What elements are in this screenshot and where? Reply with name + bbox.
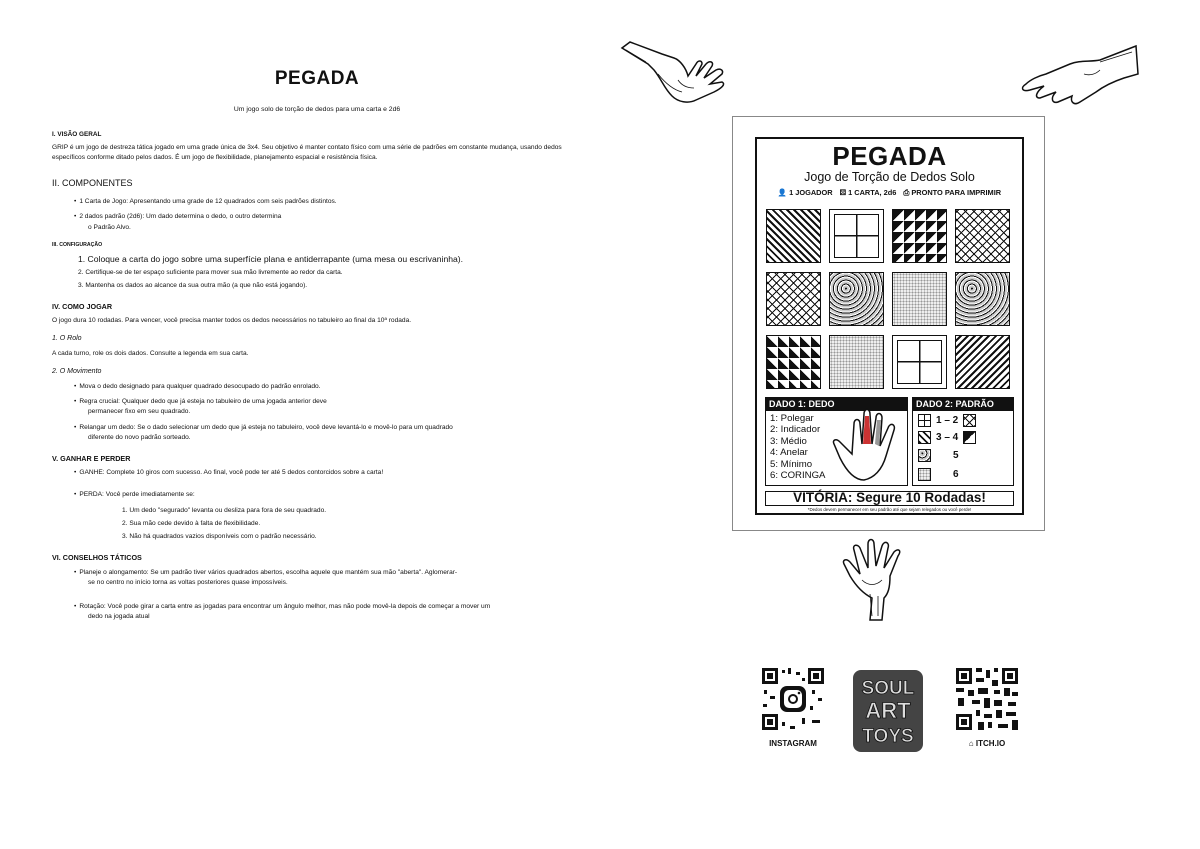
grid-cell-crosses xyxy=(955,209,1010,263)
card-title: PEGADA xyxy=(832,141,947,171)
dots-swatch xyxy=(918,468,931,481)
grid-cell-triangles xyxy=(892,209,947,263)
components-list xyxy=(52,197,582,233)
list-item: 2. Sua mão cede devido à falta de flexibilidade. xyxy=(122,519,261,527)
grid-cell-crosses xyxy=(766,272,821,326)
list-item: • GANHE: Complete 10 giros com sucesso. Ao final, você pode ter até 5 dedos contorcidos sobre a carta! xyxy=(74,469,384,477)
list-item: • 2 dados padrão (2d6): Um dado determina o dedo, o outro determina o Padrão Alvo. xyxy=(74,213,282,231)
triangles-swatch xyxy=(963,431,976,444)
finger-item: 4: Anelar xyxy=(770,447,808,459)
list-item: • Regra crucial: Qualquer dedo que já esteja no tabuleiro de uma jogada anterior deve permanecer fixo em seu quadrado. xyxy=(74,398,327,416)
overview-text: GRIP é um jogo de destreza tática jogado em uma grade única de 3x4. Seu objetivo é manter contato físico com uma série de padrões em constante mudança, usando dedos específicos conforme ditado pelos dados. É um jogo de flexibilidade, planejamento espacial e resistência física. xyxy=(52,143,562,162)
list-item: • PERDA: Você perde imediatamente se: xyxy=(74,491,195,499)
list-item: • 1 Carta de Jogo: Apresentando uma grade de 12 quadrados com seis padrões distintos. xyxy=(74,198,337,206)
section-winlose-heading: V. GANHAR E PERDER xyxy=(52,454,131,464)
diagonal-swatch xyxy=(918,431,931,444)
window-swatch xyxy=(918,414,931,427)
list-item: • Relangar um dedo: Se o dado selecionar um dedo que já esteja no tabuleiro, você deve levantá-lo e movê-lo para um quadrado diferente do novo padrão sorteado. xyxy=(74,423,453,441)
section-components-heading: II. COMPONENTES xyxy=(52,178,133,189)
card-subtitle: Jogo de Torção de Dedos Solo xyxy=(804,170,975,184)
roll-text: A cada turno, role os dois dados. Consulte a legenda em sua carta. xyxy=(52,349,249,357)
setup-list xyxy=(52,253,582,291)
section-howto-heading: IV. COMO JOGAR xyxy=(52,301,113,311)
pattern-grid xyxy=(766,209,1014,389)
grid-cell-waves xyxy=(829,272,884,326)
list-item: • Mova o dedo designado para qualquer quadrado desocupado do padrão enrolado. xyxy=(74,383,321,391)
pattern-row: 1 – 2 xyxy=(918,414,976,427)
hand-illustration-top-left xyxy=(618,40,730,118)
dice-legend xyxy=(765,397,1014,486)
list-item: • Rotação: Você pode girar a carta entre as jogadas para encontrar um ângulo melhor, mas não pode movê-la depois de começar a mover um dedo na jogada atual xyxy=(74,602,491,621)
pattern-row: 5 xyxy=(918,449,959,462)
grid-cell-dots xyxy=(829,335,884,389)
section-setup-heading: III. CONFIGURAÇÃO xyxy=(52,241,103,248)
grid-cell-diagonal xyxy=(766,209,821,263)
list-item: 3. Não há quadrados vazios disponíveis com o padrão necessário. xyxy=(122,533,317,541)
die1-heading: DADO 1: DEDO xyxy=(766,398,907,411)
die2-legend xyxy=(912,397,1014,486)
tips-list xyxy=(52,568,582,623)
person-icon: 👤 xyxy=(777,188,788,197)
move-list xyxy=(52,382,582,443)
svg-text:SOUL: SOUL xyxy=(861,678,915,699)
components-tag: ⚄ 1 CARTA, 2d6 xyxy=(839,188,897,197)
list-item: 1. Coloque a carta do jogo sobre uma superfície plana e antiderrapante (uma mesa ou escrivaninha). xyxy=(78,253,464,264)
list-item: 3. Mantenha os dados ao alcance da sua outra mão (a que não está jogando). xyxy=(78,281,308,289)
instagram-label: INSTAGRAM xyxy=(769,739,817,748)
winlose-list xyxy=(52,468,582,500)
finger-item: 1: Polegar xyxy=(770,413,814,424)
roll-heading: 1. O Rolo xyxy=(52,335,82,343)
game-card xyxy=(755,137,1024,515)
grid-cell-diagonal xyxy=(955,335,1010,389)
die1-legend xyxy=(765,397,908,486)
crosses-swatch xyxy=(963,414,976,427)
section-tips-heading: VI. CONSELHOS TÁTICOS xyxy=(52,553,142,563)
finger-item: 3: Médio xyxy=(770,435,807,447)
finger-hand-icon xyxy=(830,404,906,484)
grid-cell-dots xyxy=(892,272,947,326)
players-tag: 👤 1 JOGADOR xyxy=(777,188,833,197)
card-sheet xyxy=(732,116,1045,531)
victory-banner: VITÓRIA: Segure 10 Rodadas! xyxy=(765,491,1014,506)
hand-illustration-top-right xyxy=(1000,40,1140,110)
section-overview-heading: I. VISÃO GERAL xyxy=(52,130,102,138)
finger-list xyxy=(770,413,825,481)
svg-text:ART: ART xyxy=(865,698,911,723)
dice-icon: ⚄ xyxy=(839,188,847,197)
printer-icon: ⎙ xyxy=(903,188,910,197)
grid-cell-window xyxy=(829,209,884,263)
itch-icon: ⌂ xyxy=(968,739,976,748)
svg-text:TOYS: TOYS xyxy=(862,726,914,747)
hand-illustration-bottom xyxy=(840,536,914,622)
finger-item: 6: CORINGA xyxy=(770,470,826,482)
instagram-qr-code[interactable] xyxy=(760,666,826,732)
list-item: • Planeje o alongamento: Se um padrão tiver vários quadrados abertos, escolha aquele que mantém sua mão "aberta". Aglomerar- se no centro no início torna as voltas posteriores quase impossíveis. xyxy=(74,568,458,586)
rules-document xyxy=(52,60,582,627)
card-footnote: *Dedos devem permanecer em seu padrão até que sejam relegados ou você perde! xyxy=(807,507,972,512)
loss-conditions xyxy=(52,506,582,543)
itch-qr-code[interactable] xyxy=(954,666,1020,732)
pattern-row: 6 xyxy=(918,468,959,481)
die2-heading: DADO 2: PADRÃO xyxy=(913,398,1013,411)
waves-swatch xyxy=(918,449,931,462)
itch-label: ⌂ ITCH.IO xyxy=(968,739,1006,748)
soul-art-toys-logo xyxy=(851,668,925,754)
list-item: 2. Certifique-se de ter espaço suficiente para mover sua mão livremente ao redor da carta. xyxy=(78,269,343,277)
grid-cell-waves xyxy=(955,272,1010,326)
document-title: PEGADA xyxy=(274,68,360,89)
document-subtitle: Um jogo solo de torção de dedos para uma carta e 2d6 xyxy=(233,106,401,114)
howto-intro: O jogo dura 10 rodadas. Para vencer, você precisa manter todos os dedos necessários no tabuleiro ao final da 10ª rodada. xyxy=(52,316,412,324)
print-tag: ⎙ PRONTO PARA IMPRIMIR xyxy=(903,188,1002,197)
move-heading: 2. O Movimento xyxy=(52,368,102,376)
pattern-row: 3 – 4 xyxy=(918,431,976,444)
finger-item: 2: Indicador xyxy=(770,424,821,436)
list-item: 1. Um dedo "segurado" levanta ou desliza para fora de seu quadrado. xyxy=(122,506,327,514)
finger-item: 5: Mínimo xyxy=(770,458,813,470)
grid-cell-window xyxy=(892,335,947,389)
grid-cell-triangles xyxy=(766,335,821,389)
card-tags xyxy=(757,188,1022,198)
